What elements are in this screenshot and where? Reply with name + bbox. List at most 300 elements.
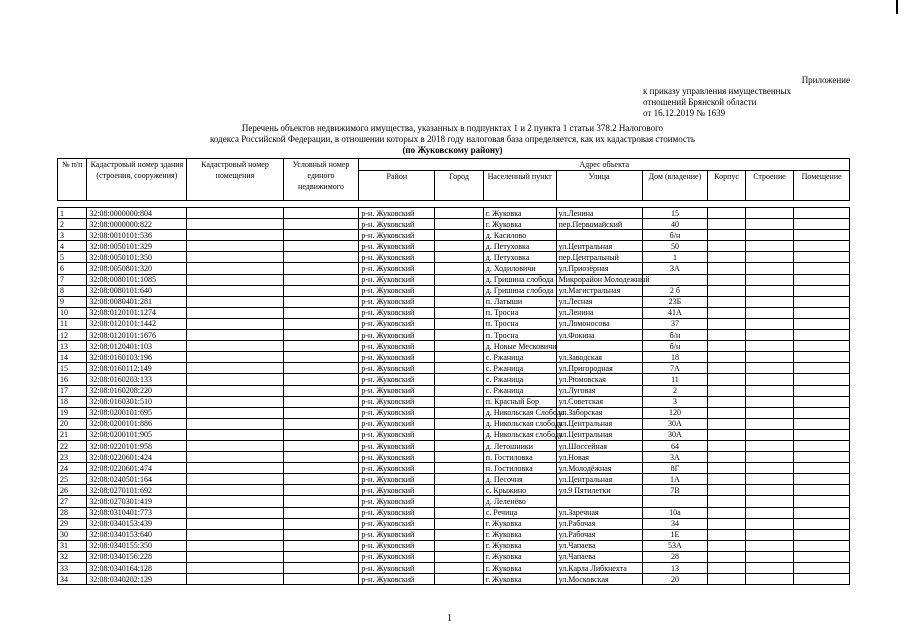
cell-street: пер.Центральный — [556, 252, 642, 263]
cell-korpus — [708, 219, 745, 230]
cell-district: р-н. Жуковский — [359, 263, 435, 274]
cell-stroenie — [745, 219, 794, 230]
cell-room — [794, 463, 850, 474]
cell-house: 10а — [642, 507, 708, 518]
cell-building-cadastral: 32:08:0120101:1274 — [87, 307, 187, 318]
cell-premises — [187, 274, 283, 285]
cell-stroenie — [745, 507, 794, 518]
cell-room — [794, 341, 850, 352]
cell-building-cadastral: 32:08:0120101:1442 — [87, 318, 187, 329]
cell-building-cadastral: 32:08:0010101:536 — [87, 230, 187, 241]
cell-room — [794, 296, 850, 307]
cell-premises — [187, 574, 283, 585]
cell-conditional — [283, 418, 359, 429]
cell-premises — [187, 440, 283, 451]
cell-building-cadastral: 32:08:0340153:640 — [87, 529, 187, 540]
cell-building-cadastral: 32:08:0340164:128 — [87, 563, 187, 574]
cell-korpus — [708, 463, 745, 474]
table-row — [58, 285, 850, 296]
table-row — [58, 429, 850, 440]
cell-stroenie — [745, 574, 794, 585]
cell-city — [435, 385, 484, 396]
cell-num: 22 — [58, 440, 87, 451]
cell-city — [435, 263, 484, 274]
header-room: Помещение — [794, 171, 850, 201]
cell-stroenie — [745, 352, 794, 363]
cell-locality: п. Гостиловка — [483, 452, 556, 463]
header-house: Дом (владение) — [642, 171, 708, 201]
cell-korpus — [708, 452, 745, 463]
table-row — [58, 341, 850, 352]
cell-building-cadastral: 32:08:0160301:510 — [87, 396, 187, 407]
cell-house: 1А — [642, 474, 708, 485]
table-row — [58, 540, 850, 551]
cell-locality: с. Ржаница — [483, 352, 556, 363]
cell-locality: с. Ржаница — [483, 374, 556, 385]
cell-num: 9 — [58, 296, 87, 307]
cell-city — [435, 374, 484, 385]
table-row — [58, 574, 850, 585]
cell-stroenie — [745, 363, 794, 374]
cell-room — [794, 241, 850, 252]
cell-locality: с. Ржаница — [483, 363, 556, 374]
cell-street: ул.Московская — [556, 574, 642, 585]
cell-conditional — [283, 330, 359, 341]
cell-conditional — [283, 474, 359, 485]
cell-building-cadastral: 32:08:0120401:103 — [87, 341, 187, 352]
cell-city — [435, 252, 484, 263]
cell-premises — [187, 485, 283, 496]
cell-room — [794, 363, 850, 374]
title-line-2: кодекса Российской Федерации, в отношении которых в 2018 году налоговая база определяется, как их кадастровая стоимость — [210, 134, 695, 144]
cell-num: 14 — [58, 352, 87, 363]
cell-korpus — [708, 252, 745, 263]
cell-house: б/н — [642, 330, 708, 341]
cell-district: р-н. Жуковский — [359, 396, 435, 407]
cell-conditional — [283, 296, 359, 307]
cell-num: 8 — [58, 285, 87, 296]
cell-house: 2 б — [642, 285, 708, 296]
cell-conditional — [283, 574, 359, 585]
cell-korpus — [708, 285, 745, 296]
cell-building-cadastral: 32:08:0340202:129 — [87, 574, 187, 585]
cell-street: ул.Заводская — [556, 352, 642, 363]
cell-stroenie — [745, 385, 794, 396]
cell-city — [435, 518, 484, 529]
cell-korpus — [708, 341, 745, 352]
cell-conditional — [283, 263, 359, 274]
cell-premises — [187, 230, 283, 241]
cell-district: р-н. Жуковский — [359, 452, 435, 463]
cell-conditional — [283, 341, 359, 352]
cell-locality: п. Тросна — [483, 318, 556, 329]
cell-conditional — [283, 352, 359, 363]
cell-street: ул.Рабочая — [556, 529, 642, 540]
cell-city — [435, 363, 484, 374]
cell-locality: д. Петуховка — [483, 252, 556, 263]
cell-num: 2 — [58, 219, 87, 230]
cell-city — [435, 574, 484, 585]
cell-num: 3 — [58, 230, 87, 241]
cell-num: 15 — [58, 363, 87, 374]
cell-korpus — [708, 574, 745, 585]
table-row — [58, 296, 850, 307]
table-row — [58, 485, 850, 496]
cell-room — [794, 574, 850, 585]
appendix-block — [643, 75, 850, 119]
cell-conditional — [283, 440, 359, 451]
cell-room — [794, 307, 850, 318]
table-row — [58, 452, 850, 463]
cell-locality: п. Латыши — [483, 296, 556, 307]
cell-room — [794, 263, 850, 274]
table-body — [58, 208, 850, 585]
cell-street: ул.Пригородная — [556, 363, 642, 374]
cell-premises — [187, 518, 283, 529]
cell-num: 21 — [58, 429, 87, 440]
cell-district: р-н. Жуковский — [359, 574, 435, 585]
cell-room — [794, 318, 850, 329]
cell-city — [435, 529, 484, 540]
cell-korpus — [708, 318, 745, 329]
cell-korpus — [708, 307, 745, 318]
header-building: Кадастровый номер здания (строения, сооружения) — [87, 159, 187, 201]
cell-house: 41А — [642, 307, 708, 318]
cell-num: 4 — [58, 241, 87, 252]
cell-conditional — [283, 230, 359, 241]
cell-korpus — [708, 208, 745, 219]
cell-locality: п. Тросна — [483, 307, 556, 318]
cell-building-cadastral: 32:08:0080101:640 — [87, 285, 187, 296]
cell-city — [435, 241, 484, 252]
cell-stroenie — [745, 230, 794, 241]
cell-num: 17 — [58, 385, 87, 396]
cell-conditional — [283, 529, 359, 540]
table-row — [58, 274, 850, 285]
cell-premises — [187, 463, 283, 474]
cell-street: ул.Заречная — [556, 507, 642, 518]
appendix-date: от 16.12.2019 № 1639 — [643, 108, 726, 118]
cell-locality: д. Ходиловичи — [483, 263, 556, 274]
cell-premises — [187, 241, 283, 252]
cell-locality: г. Жуковка — [483, 540, 556, 551]
cell-house: 20 — [642, 574, 708, 585]
table-row — [58, 363, 850, 374]
cell-house: б/н — [642, 230, 708, 241]
cell-city — [435, 307, 484, 318]
cell-street: ул.Магистральная — [556, 285, 642, 296]
cell-building-cadastral: 32:08:0310401:773 — [87, 507, 187, 518]
cell-locality: с. Крыжино — [483, 485, 556, 496]
cell-premises — [187, 374, 283, 385]
cell-num: 33 — [58, 563, 87, 574]
cell-building-cadastral: 32:08:0240501:164 — [87, 474, 187, 485]
cell-street: ул.Новая — [556, 452, 642, 463]
cell-premises — [187, 352, 283, 363]
cell-street: ул.Ленина — [556, 307, 642, 318]
cell-district: р-н. Жуковский — [359, 318, 435, 329]
cell-conditional — [283, 252, 359, 263]
cell-building-cadastral: 32:08:0270101:692 — [87, 485, 187, 496]
cell-street: ул.Лесная — [556, 296, 642, 307]
cell-stroenie — [745, 296, 794, 307]
cell-city — [435, 219, 484, 230]
cell-street: ул.Шоссейная — [556, 440, 642, 451]
cell-building-cadastral: 32:08:0080401:281 — [87, 296, 187, 307]
table-row — [58, 330, 850, 341]
cell-num: 24 — [58, 463, 87, 474]
cell-city — [435, 440, 484, 451]
cell-room — [794, 474, 850, 485]
cell-premises — [187, 540, 283, 551]
cell-stroenie — [745, 241, 794, 252]
cell-room — [794, 529, 850, 540]
cell-district: р-н. Жуковский — [359, 352, 435, 363]
cell-house: 7В — [642, 485, 708, 496]
cell-stroenie — [745, 263, 794, 274]
cell-locality: д. Никольская слобода — [483, 418, 556, 429]
cell-city — [435, 540, 484, 551]
cell-room — [794, 385, 850, 396]
cell-premises — [187, 529, 283, 540]
cell-num: 28 — [58, 507, 87, 518]
cell-house: 30А — [642, 418, 708, 429]
cell-city — [435, 396, 484, 407]
cell-korpus — [708, 551, 745, 562]
cell-locality: г. Жуковка — [483, 529, 556, 540]
cell-city — [435, 418, 484, 429]
cell-house — [642, 274, 708, 285]
cell-room — [794, 540, 850, 551]
cell-house: 23Б — [642, 296, 708, 307]
cell-stroenie — [745, 440, 794, 451]
cell-premises — [187, 307, 283, 318]
cell-room — [794, 330, 850, 341]
table-row — [58, 496, 850, 507]
cell-house: 3А — [642, 452, 708, 463]
table-row — [58, 407, 850, 418]
cell-conditional — [283, 241, 359, 252]
cell-premises — [187, 330, 283, 341]
cell-room — [794, 563, 850, 574]
cell-premises — [187, 551, 283, 562]
cell-conditional — [283, 407, 359, 418]
cell-city — [435, 318, 484, 329]
cell-premises — [187, 219, 283, 230]
cell-conditional — [283, 318, 359, 329]
cell-premises — [187, 429, 283, 440]
cell-district: р-н. Жуковский — [359, 307, 435, 318]
cell-city — [435, 429, 484, 440]
cell-stroenie — [745, 452, 794, 463]
cell-district: р-н. Жуковский — [359, 540, 435, 551]
cell-korpus — [708, 507, 745, 518]
cell-city — [435, 485, 484, 496]
table-row — [58, 374, 850, 385]
cell-street: ул.Карла Либкнехта — [556, 563, 642, 574]
cell-korpus — [708, 496, 745, 507]
table-row — [58, 563, 850, 574]
cell-stroenie — [745, 318, 794, 329]
table-row — [58, 219, 850, 230]
cell-premises — [187, 296, 283, 307]
cell-district: р-н. Жуковский — [359, 474, 435, 485]
cell-district: р-н. Жуковский — [359, 518, 435, 529]
cell-district: р-н. Жуковский — [359, 285, 435, 296]
cell-premises — [187, 318, 283, 329]
cell-building-cadastral: 32:08:0220601:424 — [87, 452, 187, 463]
cell-korpus — [708, 296, 745, 307]
cell-locality: г. Жуковка — [483, 551, 556, 562]
header-stroenie: Строение — [745, 171, 794, 201]
cell-room — [794, 418, 850, 429]
cell-num: 12 — [58, 330, 87, 341]
cell-korpus — [708, 429, 745, 440]
cell-district: р-н. Жуковский — [359, 341, 435, 352]
cell-district: р-н. Жуковский — [359, 374, 435, 385]
cell-locality: д. Леленёво — [483, 496, 556, 507]
cell-house: 8Г — [642, 463, 708, 474]
cell-district: р-н. Жуковский — [359, 429, 435, 440]
cell-num: 29 — [58, 518, 87, 529]
cell-district: р-н. Жуковский — [359, 330, 435, 341]
cell-conditional — [283, 385, 359, 396]
cell-building-cadastral: 32:08:0340155:350 — [87, 540, 187, 551]
appendix-label: Приложение — [801, 75, 850, 85]
cell-street: ул.Центральная — [556, 241, 642, 252]
header-conditional: Условный номер единого недвижимого — [283, 159, 359, 201]
header-locality: Населенный пункт — [483, 171, 556, 201]
cell-house: 50 — [642, 241, 708, 252]
cell-street: ул.Ленина — [556, 208, 642, 219]
cell-stroenie — [745, 418, 794, 429]
appendix-order: к приказу управления имущественных — [643, 86, 792, 96]
cell-city — [435, 274, 484, 285]
cell-num: 6 — [58, 263, 87, 274]
cell-house: 30А — [642, 429, 708, 440]
cell-locality: с. Ржаница — [483, 385, 556, 396]
cell-house: 3А — [642, 263, 708, 274]
cell-district: р-н. Жуковский — [359, 208, 435, 219]
cell-stroenie — [745, 496, 794, 507]
cell-conditional — [283, 285, 359, 296]
cell-locality: п. Тросна — [483, 330, 556, 341]
table-row — [58, 418, 850, 429]
document-title — [0, 123, 905, 156]
cell-premises — [187, 407, 283, 418]
cell-stroenie — [745, 341, 794, 352]
cell-korpus — [708, 440, 745, 451]
cell-korpus — [708, 418, 745, 429]
cell-street: ул.Советская — [556, 396, 642, 407]
cell-conditional — [283, 551, 359, 562]
cell-room — [794, 285, 850, 296]
cell-locality: д. Новые Месковичи — [483, 341, 556, 352]
cell-locality: д. Касилово — [483, 230, 556, 241]
table-row — [58, 507, 850, 518]
cell-city — [435, 208, 484, 219]
header-korpus: Корпус — [708, 171, 745, 201]
cell-conditional — [283, 363, 359, 374]
cell-district: р-н. Жуковский — [359, 507, 435, 518]
table-row — [58, 463, 850, 474]
cell-conditional — [283, 463, 359, 474]
cell-room — [794, 252, 850, 263]
table-row — [58, 529, 850, 540]
table-row — [58, 263, 850, 274]
cell-locality: п. Красный Бор — [483, 396, 556, 407]
cell-district: р-н. Жуковский — [359, 219, 435, 230]
cell-street: ул.Заборская — [556, 407, 642, 418]
cell-stroenie — [745, 485, 794, 496]
cell-room — [794, 208, 850, 219]
cell-korpus — [708, 540, 745, 551]
table-row — [58, 208, 850, 219]
cell-stroenie — [745, 429, 794, 440]
cell-korpus — [708, 274, 745, 285]
cell-conditional — [283, 208, 359, 219]
cell-district: р-н. Жуковский — [359, 418, 435, 429]
cell-house: 13 — [642, 563, 708, 574]
cell-korpus — [708, 230, 745, 241]
cell-house: б/н — [642, 341, 708, 352]
cell-building-cadastral: 32:08:0200101:695 — [87, 407, 187, 418]
cell-room — [794, 551, 850, 562]
page-number: 1 — [447, 613, 452, 624]
cell-conditional — [283, 452, 359, 463]
cell-district: р-н. Жуковский — [359, 241, 435, 252]
cell-num: 27 — [58, 496, 87, 507]
cell-house — [642, 496, 708, 507]
cell-conditional — [283, 518, 359, 529]
cell-premises — [187, 563, 283, 574]
cell-house: 1Е — [642, 529, 708, 540]
cell-room — [794, 274, 850, 285]
cell-conditional — [283, 429, 359, 440]
cell-stroenie — [745, 252, 794, 263]
cell-premises — [187, 385, 283, 396]
table-row — [58, 318, 850, 329]
table-row — [58, 352, 850, 363]
cell-stroenie — [745, 208, 794, 219]
cell-num: 25 — [58, 474, 87, 485]
cell-stroenie — [745, 407, 794, 418]
cell-num: 30 — [58, 529, 87, 540]
cell-stroenie — [745, 396, 794, 407]
cell-num: 7 — [58, 274, 87, 285]
cell-korpus — [708, 352, 745, 363]
cell-num: 16 — [58, 374, 87, 385]
cell-city — [435, 352, 484, 363]
cell-num: 20 — [58, 418, 87, 429]
cell-conditional — [283, 374, 359, 385]
cell-conditional — [283, 219, 359, 230]
margin-mark — [896, 0, 898, 14]
cell-korpus — [708, 241, 745, 252]
cell-conditional — [283, 396, 359, 407]
table-row — [58, 385, 850, 396]
cell-num: 19 — [58, 407, 87, 418]
cell-district: р-н. Жуковский — [359, 463, 435, 474]
cell-street: пер.Первомайский — [556, 219, 642, 230]
cell-korpus — [708, 474, 745, 485]
header-premises: Кадастровый номер помещения — [187, 159, 283, 201]
cell-district: р-н. Жуковский — [359, 551, 435, 562]
cell-num: 26 — [58, 485, 87, 496]
cell-korpus — [708, 374, 745, 385]
header-street: Улица — [556, 171, 642, 201]
cell-room — [794, 374, 850, 385]
